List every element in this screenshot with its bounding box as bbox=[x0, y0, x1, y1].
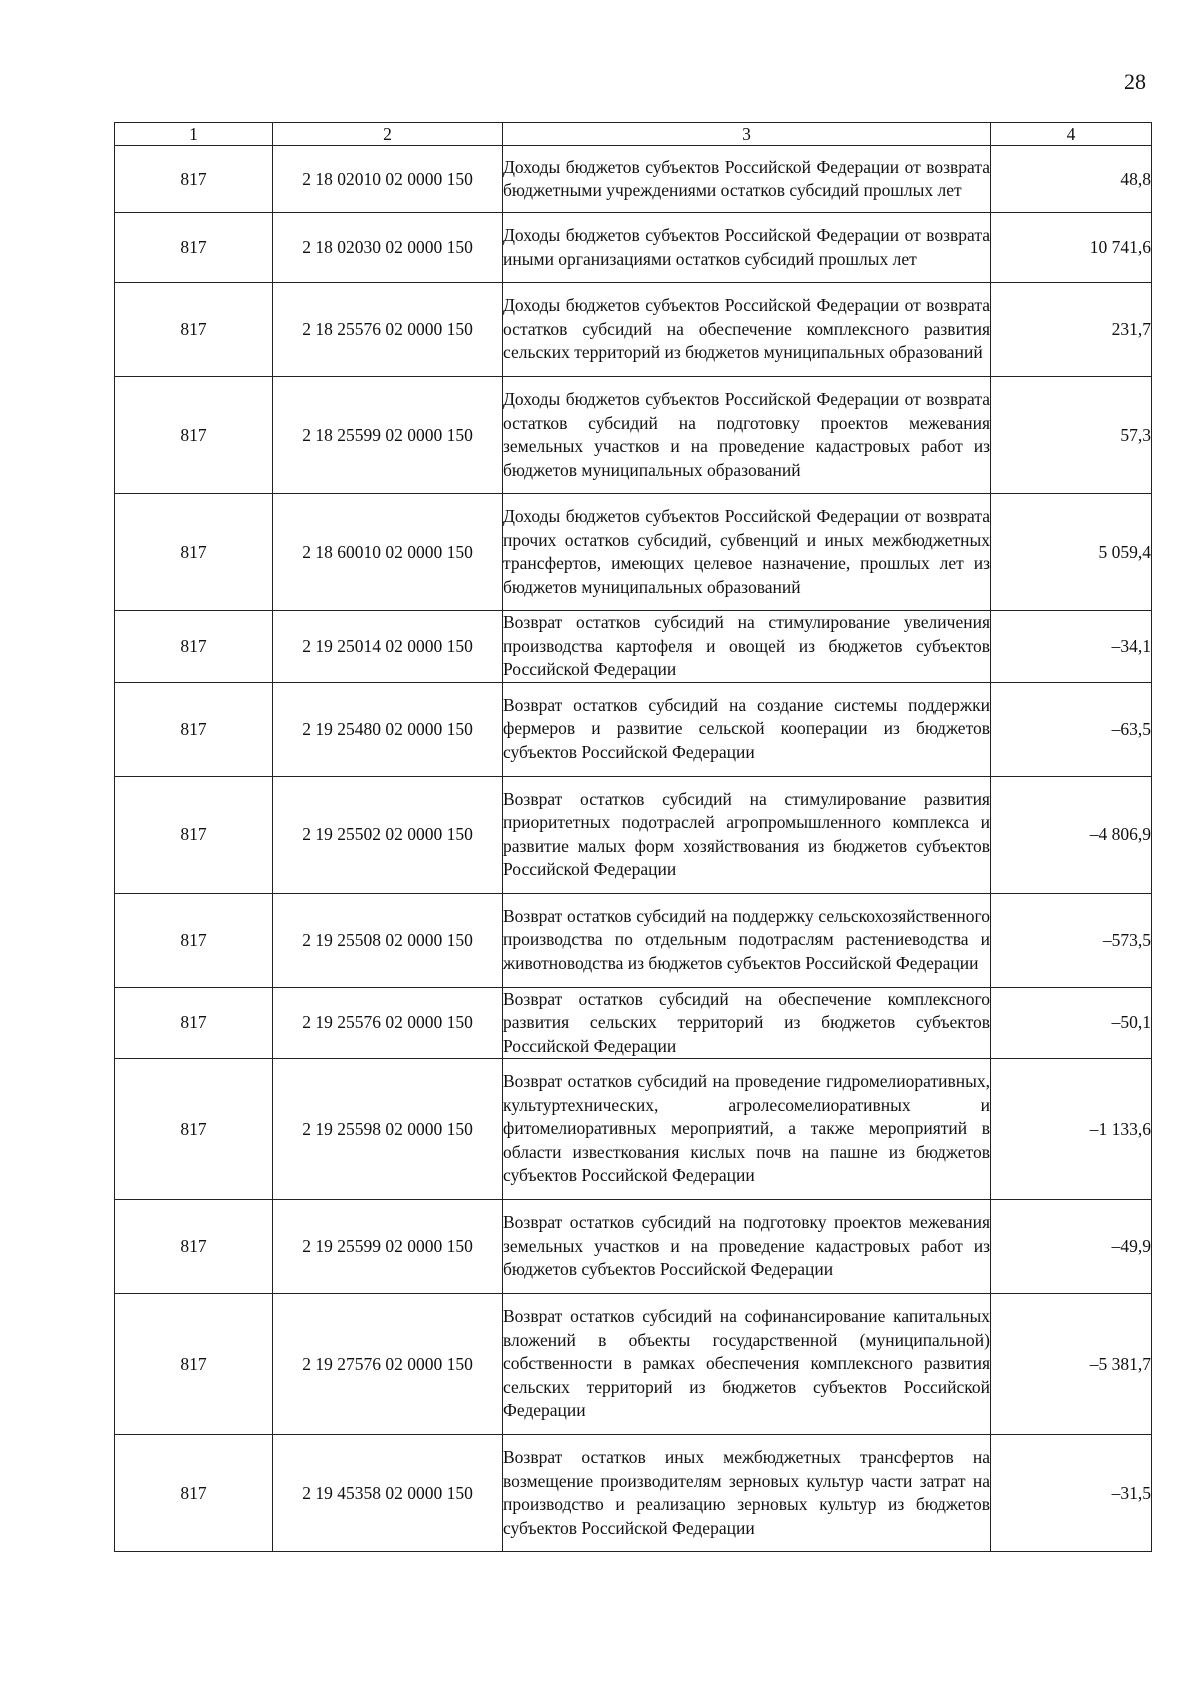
revenue-description-cell: Доходы бюджетов субъектов Российской Федерации от возврата остатков субсидий на обеспечение комплексного развития сельских территорий из бюджетов муниципальных образований bbox=[503, 283, 991, 377]
budget-classification-code-cell: 2 19 25599 02 0000 150 bbox=[273, 1200, 503, 1294]
table-row bbox=[115, 494, 1152, 611]
revenue-description-cell: Возврат остатков субсидий на стимулирование развития приоритетных подотраслей агропромышленного комплекса и развитие малых форм хозяйствования из бюджетов субъектов Российской Федерации bbox=[503, 776, 991, 893]
column-header-1: 1 bbox=[115, 123, 273, 146]
budget-classification-code-cell: 2 18 02030 02 0000 150 bbox=[273, 213, 503, 283]
budget-classification-code-cell: 2 19 27576 02 0000 150 bbox=[273, 1294, 503, 1435]
admin-code-cell: 817 bbox=[115, 1435, 273, 1552]
admin-code-cell: 817 bbox=[115, 283, 273, 377]
revenue-description-cell: Доходы бюджетов субъектов Российской Федерации от возврата прочих остатков субсидий, субвенций и иных межбюджетных трансфертов, имеющих целевое назначение, прошлых лет из бюджетов муниципальных образований bbox=[503, 494, 991, 611]
amount-cell: 48,8 bbox=[991, 146, 1152, 213]
admin-code-cell: 817 bbox=[115, 1294, 273, 1435]
table-row bbox=[115, 893, 1152, 987]
table-row bbox=[115, 146, 1152, 213]
revenue-description-cell: Возврат остатков субсидий на создание системы поддержки фермеров и развитие сельской кооперации из бюджетов субъектов Российской Федерации bbox=[503, 682, 991, 776]
budget-classification-code-cell: 2 19 25480 02 0000 150 bbox=[273, 682, 503, 776]
amount-cell: –573,5 bbox=[991, 893, 1152, 987]
revenue-description-cell: Доходы бюджетов субъектов Российской Федерации от возврата остатков субсидий на подготовку проектов межевания земельных участков и на проведение кадастровых работ из бюджетов муниципальных образований bbox=[503, 377, 991, 494]
admin-code-cell: 817 bbox=[115, 494, 273, 611]
table-row bbox=[115, 1200, 1152, 1294]
budget-classification-code-cell: 2 18 60010 02 0000 150 bbox=[273, 494, 503, 611]
budget-classification-code-cell: 2 19 25502 02 0000 150 bbox=[273, 776, 503, 893]
admin-code-cell: 817 bbox=[115, 776, 273, 893]
revenue-description-cell: Возврат остатков субсидий на обеспечение комплексного развития сельских территорий из бюджетов субъектов Российской Федерации bbox=[503, 987, 991, 1059]
revenue-description-cell: Доходы бюджетов субъектов Российской Федерации от возврата бюджетными учреждениями остатков субсидий прошлых лет bbox=[503, 146, 991, 213]
table-row bbox=[115, 1294, 1152, 1435]
admin-code-cell: 817 bbox=[115, 611, 273, 683]
table-row bbox=[115, 283, 1152, 377]
amount-cell: 231,7 bbox=[991, 283, 1152, 377]
table-row bbox=[115, 776, 1152, 893]
amount-cell: 10 741,6 bbox=[991, 213, 1152, 283]
budget-classification-code-cell: 2 19 25014 02 0000 150 bbox=[273, 611, 503, 683]
amount-cell: –49,9 bbox=[991, 1200, 1152, 1294]
amount-cell: –34,1 bbox=[991, 611, 1152, 683]
budget-classification-code-cell: 2 19 25508 02 0000 150 bbox=[273, 893, 503, 987]
admin-code-cell: 817 bbox=[115, 987, 273, 1059]
amount-cell: 5 059,4 bbox=[991, 494, 1152, 611]
revenue-description-cell: Возврат остатков иных межбюджетных трансфертов на возмещение производителям зерновых культур части затрат на производство и реализацию зерновых культур из бюджетов субъектов Российской Федерации bbox=[503, 1435, 991, 1552]
budget-classification-code-cell: 2 18 25576 02 0000 150 bbox=[273, 283, 503, 377]
budget-classification-code-cell: 2 18 25599 02 0000 150 bbox=[273, 377, 503, 494]
table-row bbox=[115, 213, 1152, 283]
page-number: 28 bbox=[1124, 69, 1146, 94]
revenue-description-cell: Доходы бюджетов субъектов Российской Федерации от возврата иными организациями остатков субсидий прошлых лет bbox=[503, 213, 991, 283]
column-header-3: 3 bbox=[503, 123, 991, 146]
table-row bbox=[115, 1435, 1152, 1552]
amount-cell: –50,1 bbox=[991, 987, 1152, 1059]
budget-revenue-table bbox=[114, 122, 1152, 1552]
column-header-2: 2 bbox=[273, 123, 503, 146]
table-row bbox=[115, 1059, 1152, 1200]
admin-code-cell: 817 bbox=[115, 893, 273, 987]
table-row bbox=[115, 682, 1152, 776]
amount-cell: –63,5 bbox=[991, 682, 1152, 776]
admin-code-cell: 817 bbox=[115, 377, 273, 494]
column-header-4: 4 bbox=[991, 123, 1152, 146]
amount-cell: –5 381,7 bbox=[991, 1294, 1152, 1435]
table-row bbox=[115, 377, 1152, 494]
amount-cell: –1 133,6 bbox=[991, 1059, 1152, 1200]
admin-code-cell: 817 bbox=[115, 213, 273, 283]
revenue-description-cell: Возврат остатков субсидий на подготовку проектов межевания земельных участков и на проведение кадастровых работ из бюджетов субъектов Российской Федерации bbox=[503, 1200, 991, 1294]
budget-classification-code-cell: 2 19 25576 02 0000 150 bbox=[273, 987, 503, 1059]
amount-cell: –31,5 bbox=[991, 1435, 1152, 1552]
revenue-description-cell: Возврат остатков субсидий на проведение гидромелиоративных, культуртехнических, агролесомелиоративных и фитомелиоративных мероприятий, а также мероприятий в области известкования кислых почв на пашне из бюджетов субъектов Российской Федерации bbox=[503, 1059, 991, 1200]
admin-code-cell: 817 bbox=[115, 682, 273, 776]
admin-code-cell: 817 bbox=[115, 146, 273, 213]
budget-classification-code-cell: 2 18 02010 02 0000 150 bbox=[273, 146, 503, 213]
budget-classification-code-cell: 2 19 45358 02 0000 150 bbox=[273, 1435, 503, 1552]
revenue-description-cell: Возврат остатков субсидий на софинансирование капитальных вложений в объекты государственной (муниципальной) собственности в рамках обеспечения комплексного развития сельских территорий из бюджетов субъектов Российской Федерации bbox=[503, 1294, 991, 1435]
amount-cell: 57,3 bbox=[991, 377, 1152, 494]
table-row bbox=[115, 611, 1152, 683]
admin-code-cell: 817 bbox=[115, 1059, 273, 1200]
budget-classification-code-cell: 2 19 25598 02 0000 150 bbox=[273, 1059, 503, 1200]
revenue-description-cell: Возврат остатков субсидий на стимулирование увеличения производства картофеля и овощей из бюджетов субъектов Российской Федерации bbox=[503, 611, 991, 683]
admin-code-cell: 817 bbox=[115, 1200, 273, 1294]
table-header-row bbox=[115, 123, 1152, 146]
amount-cell: –4 806,9 bbox=[991, 776, 1152, 893]
revenue-description-cell: Возврат остатков субсидий на поддержку сельскохозяйственного производства по отдельным подотраслям растениеводства и животноводства из бюджетов субъектов Российской Федерации bbox=[503, 893, 991, 987]
table-row bbox=[115, 987, 1152, 1059]
